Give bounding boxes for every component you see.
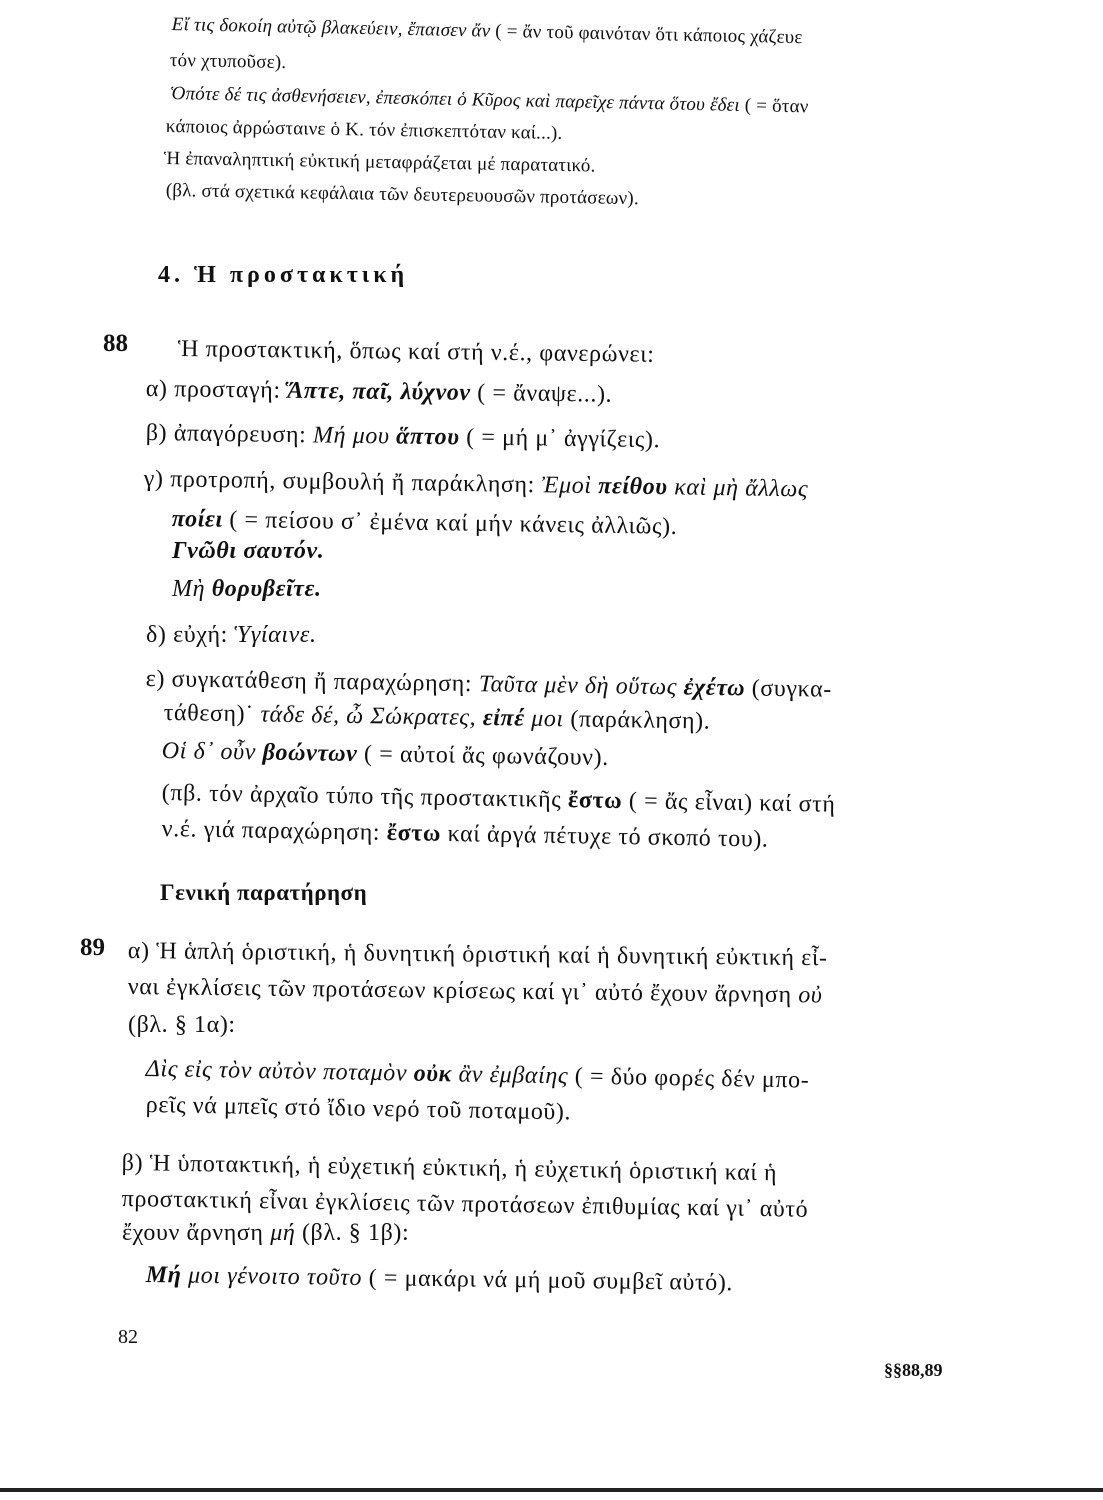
paragraph-number-88: 88	[103, 330, 128, 357]
top-line-3: Ὁπότε δέ τις ἀσθενήσειεν, ἐπεσκόπει ὁ Κῦρος καὶ παρεῖχε πάντα ὅτου ἔδει ( = ὅταν	[169, 83, 809, 118]
p89-a-line3: (βλ. § 1α):	[128, 1012, 236, 1038]
p88-item-b: β) ἀπαγόρευση: Μή μου ἅπτου ( = μή μ᾽ ἀγγίζεις).	[145, 420, 661, 454]
p88-item-e-line1: ε) συγκατάθεση ἤ παραχώρηση: Ταῦτα μὲν δὴ οὕτως ἐχέτω (συγκα-	[145, 666, 833, 703]
p88-item-c-line3: Γνῶθι σαυτόν.	[172, 538, 325, 564]
p88-item-e-line4: (πβ. τόν ἀρχαῖο τύπο τῆς προστακτικῆς ἔστω ( = ἄς εἶναι) καί στή	[161, 780, 836, 818]
p88-item-e-line5: ν.έ. γιά παραχώρηση: ἔστω καί ἀργά πέτυχε τό σκοπό του).	[161, 816, 769, 853]
section-heading: 4. Ἡ προστακτική	[158, 262, 409, 288]
p88-item-c-line2: ποίει ( = πείσου σ᾽ ἐμένα καί μήν κάνεις ἀλλιῶς).	[171, 506, 678, 540]
p88-item-c-line1: γ) προτροπή, συμβουλή ἤ παράκληση: Ἐμοὶ πείθου καὶ μὴ ἄλλως	[143, 466, 809, 503]
p89-a-line5: ρεῖς νά μπεῖς στό ἴδιο νερό τοῦ ποταμοῦ).	[145, 1092, 572, 1126]
top-line-4: κάποιος ἀρρώσταινε ὁ Κ. τόν ἐπισκεπτόταν καί...).	[165, 116, 563, 144]
p89-b-line3: ἔχουν ἄρνηση μή (βλ. § 1β):	[122, 1220, 410, 1246]
p88-intro: Ἡ προστακτική, ὅπως καί στή ν.έ., φανερώνει:	[177, 336, 655, 368]
p88-item-e-line2: τάθεση)˙ τάδε δέ, ὦ Σώκρατες, εἰπέ μοι (παράκληση).	[163, 700, 711, 735]
scan-edge-line	[0, 1488, 1103, 1492]
top-line-5: Ἡ ἐπαναληπτική εὐκτική μεταφράζεται μέ παρατατικό.	[163, 148, 596, 177]
p89-b-line1: β) Ἡ ὑποτακτική, ἡ εὐχετική εὐκτική, ἡ εὐχετική ὁριστική καί ἡ	[121, 1150, 778, 1187]
paragraph-number-89: 89	[80, 934, 105, 961]
p88-item-d: δ) εὐχή: Ὑγίαινε.	[146, 622, 317, 648]
p88-item-e-line3: Οἱ δ᾽ οὖν βοώντων ( = αὐτοί ἄς φωνάζουν).	[161, 738, 610, 772]
general-remark-heading: Γενική παρατήρηση	[160, 880, 368, 905]
p89-b-line2: προστακτική εἶναι ἐγκλίσεις τῶν προτάσεων ἐπιθυμίας καί γι᾽ αὐτό	[121, 1186, 809, 1223]
page-number: 82	[118, 1326, 138, 1348]
top-line-1: Εἴ τις δοκοίη αὐτῷ βλακεύειν, ἔπαισεν ἄν ( = ἄν τοῦ φαινόταν ὅτι κάποιος χάζευε	[171, 14, 803, 49]
p89-a-line4: Δὶς εἰς τὸν αὐτὸν ποταμὸν οὐκ ἂν ἐμβαίης ( = δύο φορές δέν μπο-	[145, 1056, 810, 1094]
p89-a-line2: ναι ἐγκλίσεις τῶν προτάσεων κρίσεως καί γι᾽ αὐτό ἔχουν ἄρνηση οὐ	[127, 974, 823, 1009]
section-reference: §§88,89	[884, 1360, 943, 1380]
p89-b-line4: Μή μοι γένοιτο τοῦτο ( = μακάρι νά μή μοῦ συμβεῖ αὐτό).	[145, 1262, 734, 1297]
p89-a-line1: α) Ἡ ἁπλή ὁριστική, ἡ δυνητική ὁριστική καί ἡ δυνητική εὐκτική εἶ-	[127, 938, 828, 972]
p88-item-a: α) προσταγή: Ἅπτε, παῖ, λύχνον ( = ἄναψε...).	[145, 376, 613, 408]
top-line-2: τόν χτυποῦσε).	[169, 50, 287, 74]
p88-item-c-line4: Μὴ θορυβεῖτε.	[172, 576, 322, 602]
top-line-6: (βλ. στά σχετικά κεφάλαια τῶν δευτερευουσῶν προτάσεων).	[165, 180, 640, 210]
